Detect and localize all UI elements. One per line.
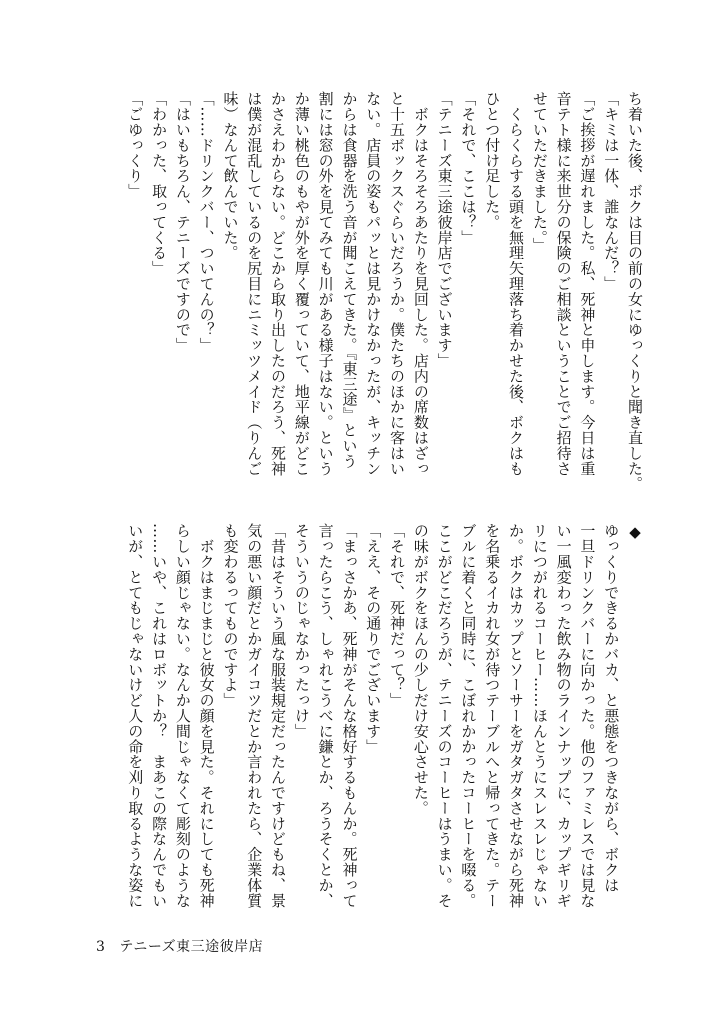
text-line: も変わるってものですよ」	[221, 523, 240, 708]
text-line: 「キミは一体、誰なんだ？」	[602, 91, 621, 292]
text-line: ここがどこだろうが、テニーズのコーヒーはうまい。そ	[435, 523, 454, 908]
upper-text-block	[86, 91, 646, 493]
text-line: 一旦ドリンクバーに向かった。他のファミレスでは見な	[578, 523, 597, 908]
text-line: 気の悪い顔だとかガイコツだとか言われたら、企業体質	[245, 523, 264, 908]
text-line: 「テニーズ東三途彼岸店でございます」	[435, 91, 454, 369]
text-line: ブルに着くと同時に、こぼれかかったコーヒーを啜る。	[459, 523, 478, 908]
text-line: の味がボクをほんの少しだけ安心させた。	[411, 523, 430, 816]
text-line: からは食器を洗う音が聞こえてきた。『東三途』という	[340, 91, 359, 469]
text-line: せていただきました。」	[530, 91, 549, 253]
text-line: は僕が混乱しているのを尻目にニミッツメイド（りんご	[245, 91, 264, 476]
text-line: らしい顔じゃない。なんか人間じゃなくて彫刻のような	[173, 523, 192, 908]
text-line: い一風変わった飲み物のラインナップに、カップギリギ	[554, 523, 573, 908]
text-line: ち着いた後、ボクは目の前の女にゆっくりと聞き直した。	[626, 91, 644, 492]
section-break-diamond: ◆	[626, 523, 644, 542]
text-line: か。ボクはカップとソーサーをガタガタさせながら死神	[507, 523, 526, 908]
text-line: 「はいもちろん、テニーズですので」	[173, 91, 192, 353]
text-line: そういうのじゃなかったっけ」	[292, 523, 311, 739]
text-line: かさえわからない。どこから取り出したのだろう、死神	[269, 91, 288, 476]
page-footer	[96, 936, 263, 956]
text-line: 「ご挨拶が遅れました。私、死神と申します。今日は重	[578, 91, 597, 476]
text-line: ない。店員の姿もパッとは見かけなかったが、キッチン	[364, 91, 383, 476]
text-line: 割には窓の外を見てみても川がある様子はない。という	[316, 91, 335, 476]
text-line: 「それで、ここは？」	[459, 91, 478, 245]
text-line: ボクはまじまじと彼女の顔を見た。それにしても死神	[197, 523, 216, 908]
text-line: ひとつ付け足した。	[483, 91, 502, 230]
lower-text-block	[86, 523, 646, 915]
text-line: リにつがれるコーヒー……ほんとうにスレスレじゃない	[530, 523, 549, 908]
text-line: と十五ボックスぐらいだろうか。僕たちのほかに客はい	[388, 91, 407, 476]
text-line: ゆっくりできるかバカ、と悪態をつきながら、ボクは	[602, 523, 621, 893]
text-line: 言ったらこう、しゃれこうべに鎌とか、ろうそくとか、	[316, 523, 335, 908]
text-line: 「わかった、取ってくる」	[150, 91, 169, 276]
text-line: 味）なんて飲んでいた。	[221, 91, 240, 261]
running-title: テニーズ東三途彼岸店	[119, 939, 264, 955]
text-line: 「……ドリンクバー、ついてんの？」	[197, 91, 216, 353]
text-line: 「それで、死神だって？」	[388, 523, 407, 708]
text-line: ……いや、これはロボットか？ まあこの際なんでもい	[150, 523, 169, 908]
text-line: いが、とてもじゃないけど人の命を刈り取るような姿に	[126, 523, 145, 908]
text-line: くらくらする頭を無理矢理落ち着かせた後、ボクはも	[507, 91, 526, 476]
text-line: を名乗るイカれ女が待つテーブルへと帰ってきた。テー	[483, 523, 502, 908]
text-line: 「昔はそういう風な服装規定だったんですけどもね、景	[269, 523, 288, 908]
text-line: 「ごゆっくり」	[126, 91, 145, 199]
text-line: 音テト様に来世分の保険のご相談ということでご招待さ	[554, 91, 573, 476]
text-line: 「まっさかあ、死神がそんな格好するもんか。死神って	[340, 523, 359, 908]
text-line: 「ええ、その通りでございます」	[364, 523, 383, 754]
text-line: か薄い桃色のもやが外を厚く覆っていて、地平線がどこ	[292, 91, 311, 476]
text-line: ボクはそろそろあたりを見回した。店内の席数はざっ	[411, 91, 430, 476]
page-number: 3	[96, 939, 106, 955]
